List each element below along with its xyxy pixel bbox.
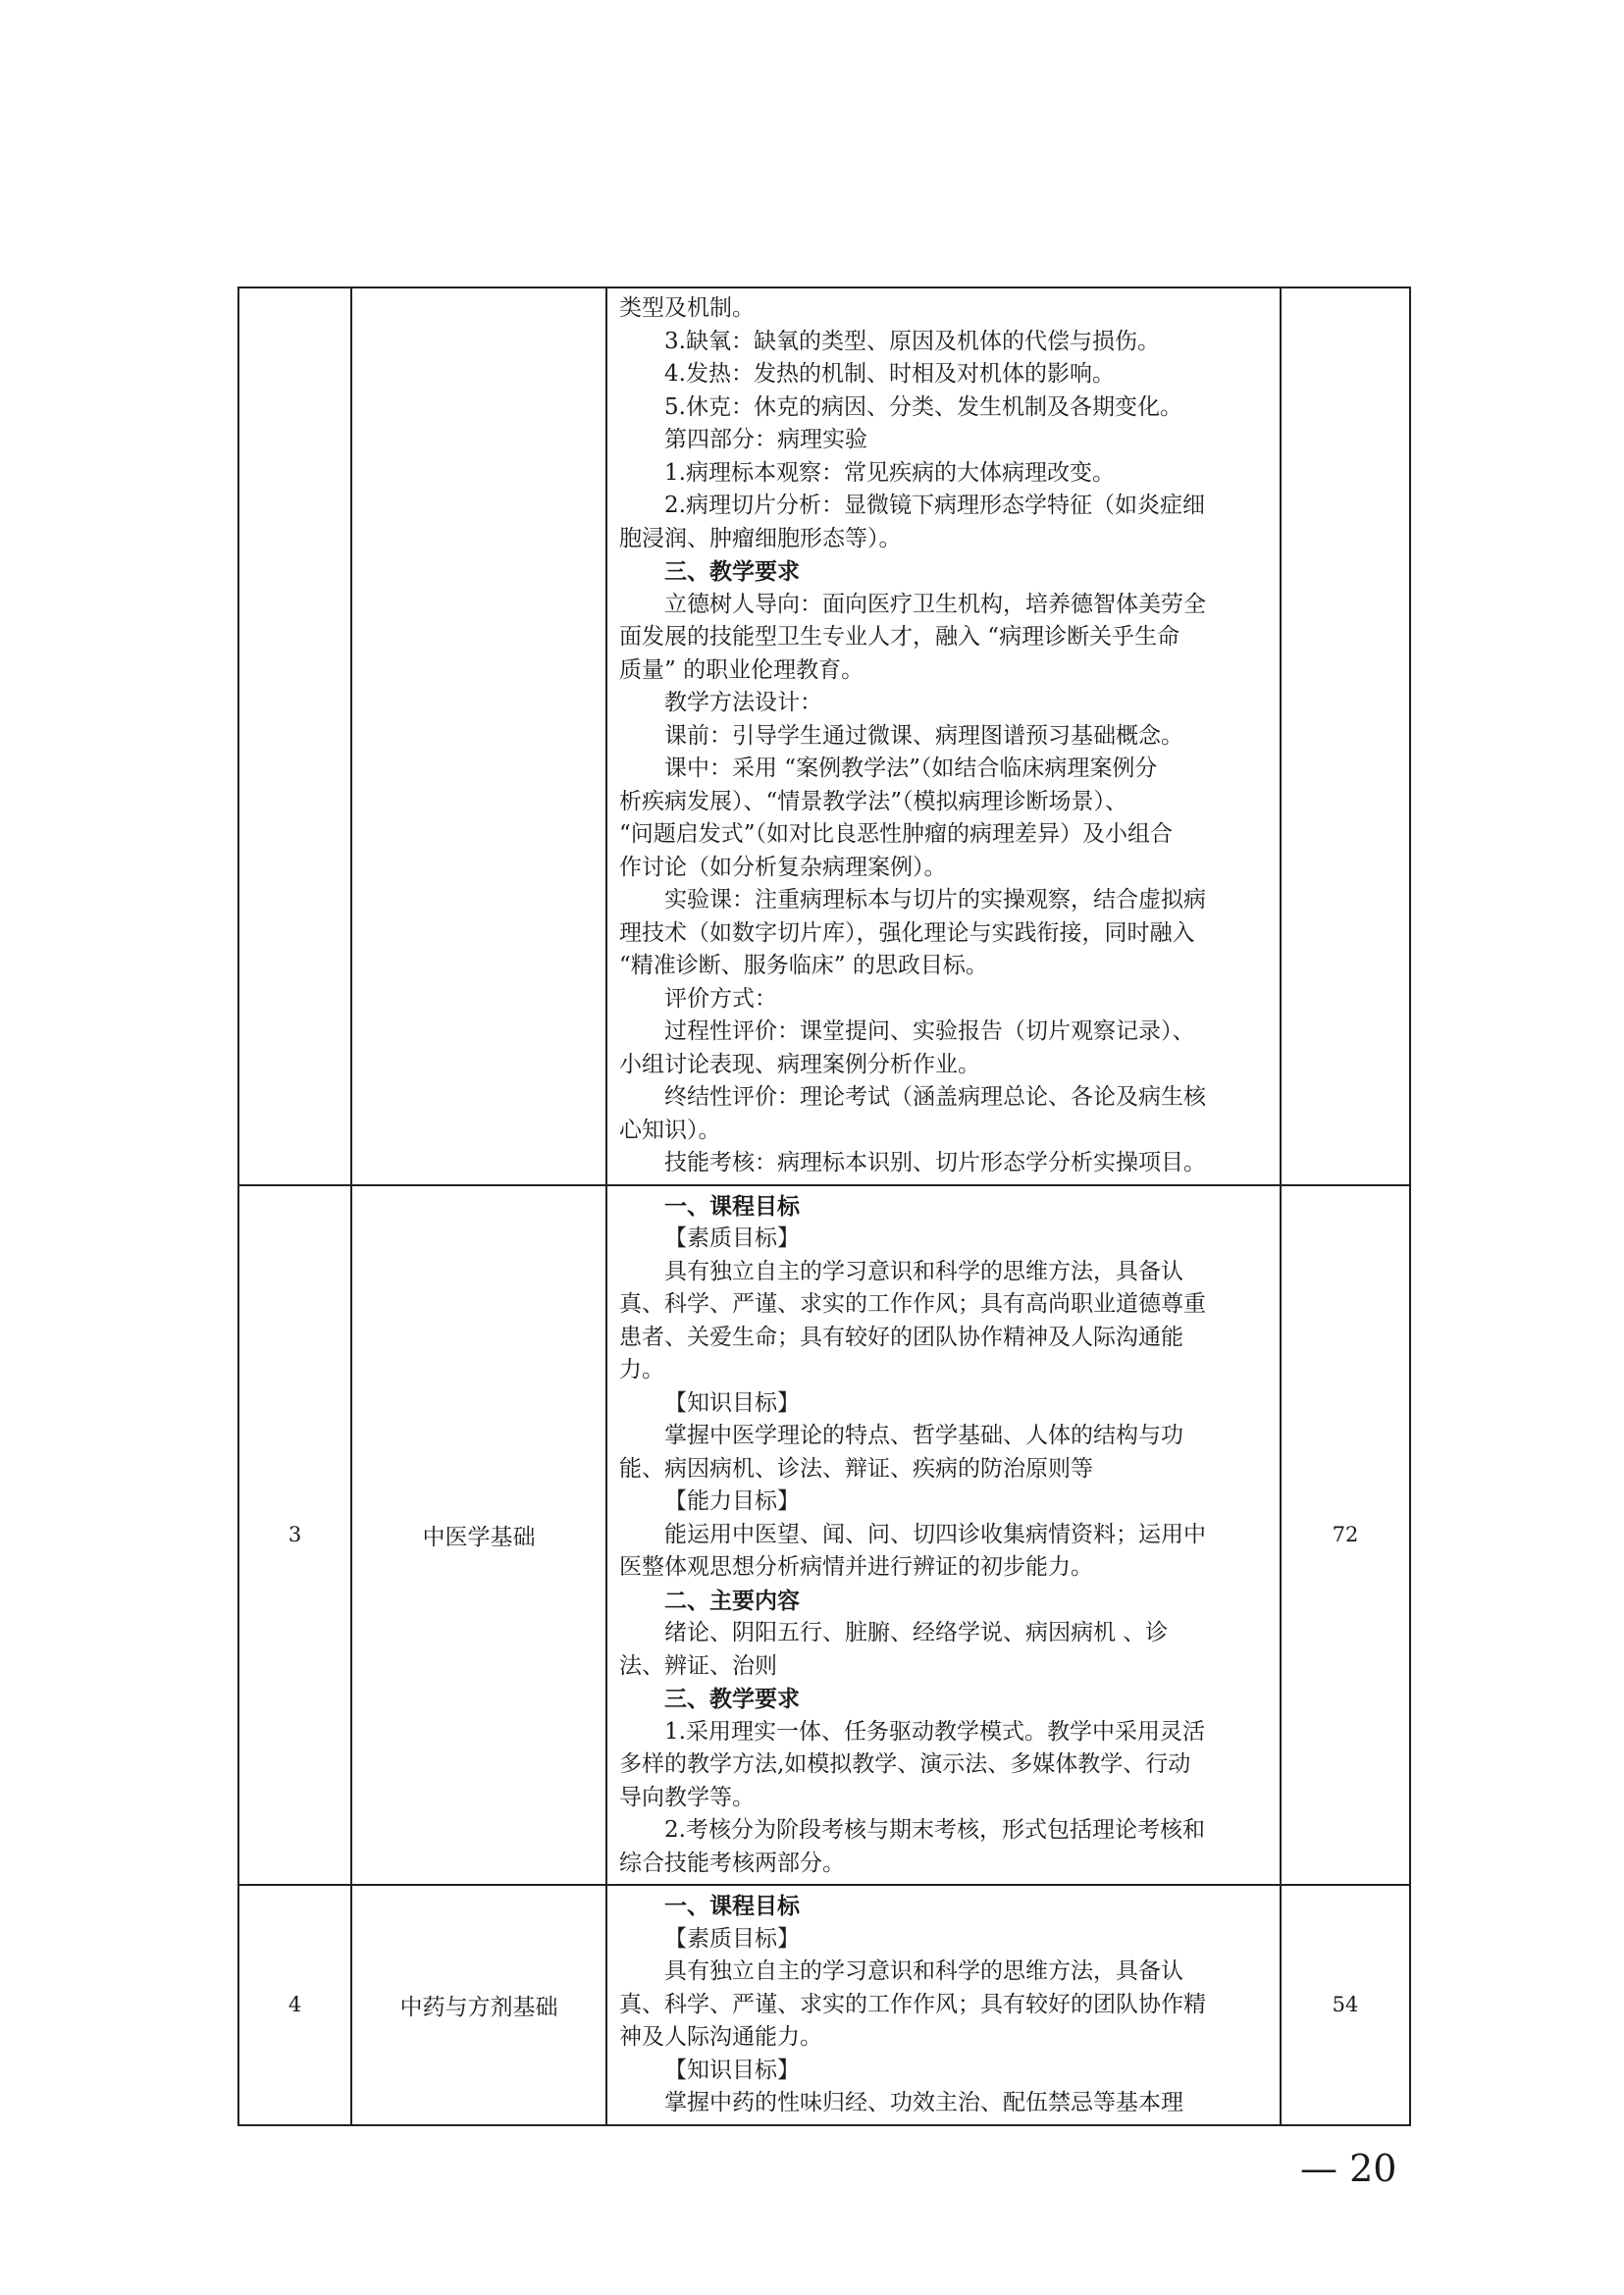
content-line: 【素质目标】: [664, 1925, 800, 1952]
content-line: 终结性评价：理论考试（涵盖病理总论、各论及病生核: [664, 1084, 1206, 1110]
section-heading: 三、教学要求: [664, 1686, 800, 1712]
content-line: 2.病理切片分析：显微镜下病理形态学特征（如炎症细: [664, 493, 1205, 518]
content-line: 真、科学、严谨、求实的工作作风；具有较好的团队协作精: [619, 1991, 1206, 2017]
content-line: 神及人际沟通能力。: [619, 2024, 822, 2050]
content-line: 真、科学、严谨、求实的工作作风；具有高尚职业道德尊重: [619, 1291, 1206, 1317]
curriculum-table: [237, 287, 1411, 2126]
course-name: [351, 287, 606, 1185]
course-content: [606, 1185, 1281, 1886]
content-line: 导向教学等。: [619, 1784, 755, 1810]
content-line: 患者、关爱生命；具有较好的团队协作精神及人际沟通能: [619, 1324, 1183, 1350]
content-line: 掌握中药的性味归经、功效主治、配伍禁忌等基本理: [664, 2090, 1183, 2115]
content-line: 多样的教学方法,如模拟教学、演示法、多媒体教学、行动: [619, 1751, 1191, 1777]
course-name: 中医学基础: [351, 1185, 606, 1886]
section-heading: 三、教学要求: [664, 558, 800, 585]
course-hours: 54: [1281, 1885, 1410, 2125]
content-line: 【知识目标】: [664, 1389, 800, 1416]
course-hours: [1281, 287, 1410, 1185]
content-line: 法、辨证、治则: [619, 1652, 777, 1679]
content-line: 立德树人导向：面向医疗卫生机构，培养德智体美劳全: [664, 591, 1206, 617]
content-line: 掌握中医学理论的特点、哲学基础、人体的结构与功: [664, 1423, 1183, 1448]
content-line: 评价方式：: [664, 985, 777, 1012]
content-line: 类型及机制。: [619, 295, 755, 321]
course-row: [238, 1185, 1410, 1886]
content-line: 心知识）。: [619, 1117, 721, 1143]
content-line: 【知识目标】: [664, 2057, 800, 2083]
course-row: [238, 287, 1410, 1185]
content-line: 医整体观思想分析病情并进行辨证的初步能力。: [619, 1554, 1093, 1580]
content-line: 4.发热：发热的机制、时相及对机体的影响。: [664, 361, 1115, 387]
content-line: 1.采用理实一体、任务驱动教学模式。教学中采用灵活: [664, 1718, 1205, 1745]
page-number: — 20: [1300, 2147, 1397, 2190]
course-number: 4: [238, 1885, 351, 2125]
course-hours: 72: [1281, 1185, 1410, 1886]
course-number: 3: [238, 1185, 351, 1886]
content-line: 过程性评价：课堂提问、实验报告（切片观察记录）、: [664, 1018, 1195, 1044]
course-row: [238, 1885, 1410, 2125]
content-line: 【素质目标】: [664, 1226, 800, 1251]
content-line: 具有独立自主的学习意识和科学的思维方法，具备认: [664, 1958, 1183, 1984]
content-line: 3.缺氧：缺氧的类型、原因及机体的代偿与损伤。: [664, 328, 1160, 354]
content-line: 胞浸润、肿瘤细胞形态等）。: [619, 525, 902, 551]
content-line: 综合技能考核两部分。: [619, 1850, 845, 1876]
course-number: [238, 287, 351, 1185]
content-line: 1.病理标本观察：常见疾病的大体病理改变。: [664, 459, 1115, 486]
content-line: 力。: [619, 1357, 664, 1382]
course-content: [606, 287, 1281, 1185]
content-line: “精准诊断、服务临床” 的思政目标。: [619, 953, 988, 978]
content-line: 课前：引导学生通过微课、病理图谱预习基础概念。: [664, 722, 1183, 749]
content-line: 课中：采用 “案例教学法”（如结合临床病理案例分: [664, 756, 1158, 781]
content-line: 具有独立自主的学习意识和科学的思维方法，具备认: [664, 1258, 1183, 1284]
content-line: 面发展的技能型卫生专业人才，融入 “病理诊断关乎生命: [619, 624, 1180, 650]
content-line: 实验课：注重病理标本与切片的实操观察，结合虚拟病: [664, 887, 1206, 913]
content-line: 质量” 的职业伦理教育。: [619, 656, 864, 683]
content-line: “问题启发式”（如对比良恶性肿瘤的病理差异）及小组合: [619, 821, 1174, 847]
content-line: 能运用中医望、闻、问、切四诊收集病情资料；运用中: [664, 1521, 1206, 1547]
content-line: 小组讨论表现、病理案例分析作业。: [619, 1051, 980, 1077]
section-heading: 二、主要内容: [664, 1587, 800, 1614]
section-heading: 一、课程目标: [664, 1893, 800, 1919]
content-line: 【能力目标】: [664, 1488, 800, 1514]
content-line: 第四部分：病理实验: [664, 427, 867, 452]
content-line: 绪论、阴阳五行、脏腑、经络学说、病因病机 、诊: [664, 1620, 1169, 1645]
content-line: 技能考核：病理标本识别、切片形态学分析实操项目。: [664, 1150, 1206, 1175]
section-heading: 一、课程目标: [664, 1192, 800, 1220]
content-line: 能、病因病机、诊法、辩证、疾病的防治原则等: [619, 1455, 1093, 1482]
content-line: 理技术（如数字切片库），强化理论与实践衔接，同时融入: [619, 919, 1195, 946]
content-line: 5.休克：休克的病因、分类、发生机制及各期变化。: [664, 393, 1182, 420]
course-name: 中药与方剂基础: [351, 1885, 606, 2125]
content-line: 2.考核分为阶段考核与期末考核，形式包括理论考核和: [664, 1817, 1205, 1843]
content-line: 教学方法设计：: [664, 690, 822, 715]
course-content: [606, 1885, 1281, 2125]
content-line: 作讨论（如分析复杂病理案例）。: [619, 854, 947, 880]
content-line: 析疾病发展）、“情景教学法”（模拟病理诊断场景）、: [619, 788, 1128, 814]
